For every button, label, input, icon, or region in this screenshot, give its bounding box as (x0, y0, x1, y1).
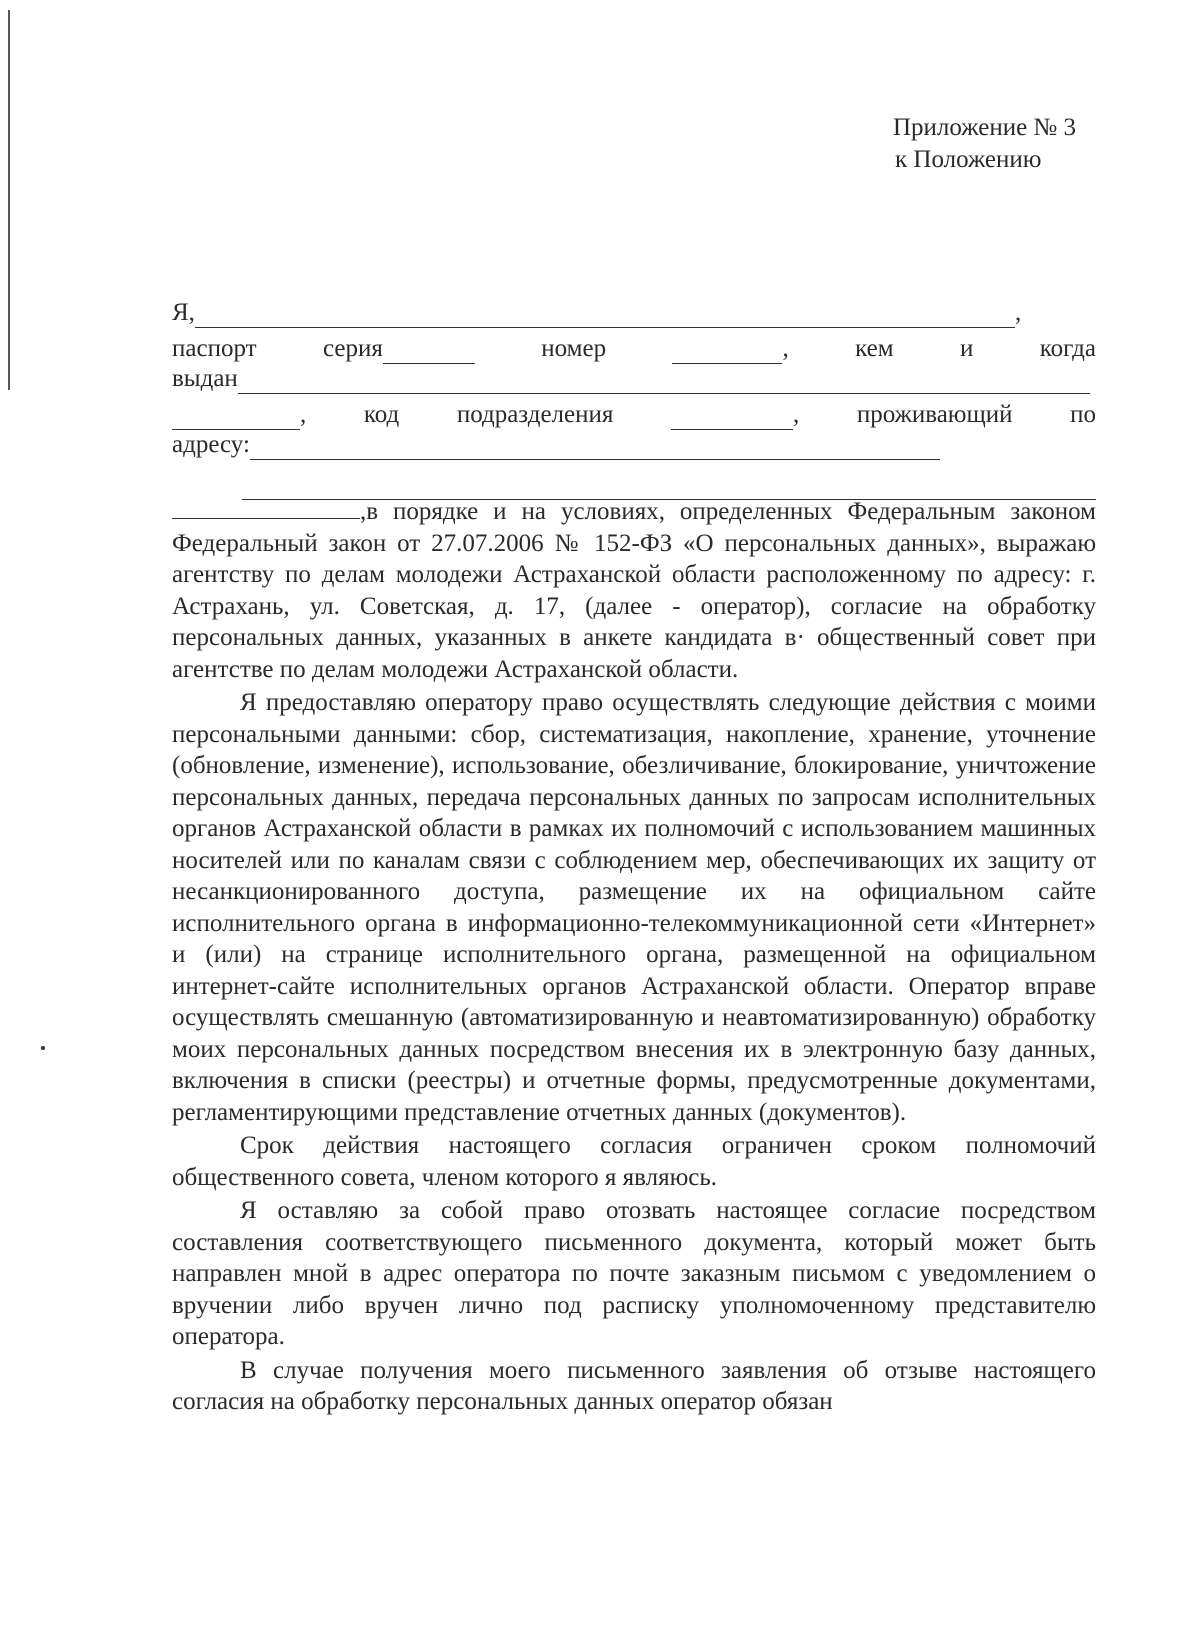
paragraph-consent (172, 496, 1096, 685)
issued-by-field[interactable] (238, 371, 1090, 394)
division-label: подразделения (456, 401, 614, 428)
passport-label: паспорт (172, 335, 257, 362)
and-label: и (960, 335, 974, 362)
division-code-field[interactable] (671, 407, 793, 430)
form-row-division (172, 400, 1096, 430)
at-label: по (1070, 401, 1096, 428)
issued-label: выдан (172, 365, 238, 392)
comma: , (1014, 299, 1022, 326)
comma: , (782, 335, 789, 362)
paragraph-consent-text: ,в порядке и на условиях, определенных Федеральным законом Федеральный закон от 27.07.2006 № 152-ФЗ «О персональных данных», выражаю агентству по делам молодежи Астраханской области расположенному по адресу: г. Астрахань, ул. Советская, д. 17, (далее - оператор), согласие на обработку персональных данных, указанных в анкете кандидата в· общественный совет при агентстве по делам молодежи Астраханской области. (172, 498, 1096, 683)
paragraph-revocation: Я оставляю за собой право отозвать настоящее согласие посредством составления соответствующего письменного документа, который может быть направлен мной в адрес оператора по почте заказным письмом с уведомлением о вручении либо вручен лично под расписку уполномоченному представителю оператора. (172, 1197, 1096, 1350)
address-field[interactable] (250, 437, 940, 460)
appendix-header (893, 112, 1076, 176)
appendix-number: Приложение № 3 (893, 114, 1077, 141)
division-code-label: код (363, 401, 400, 428)
series-cell (323, 334, 475, 364)
paragraph-rights: Я предоставляю оператору право осуществлять следующие действия с моими персональными данными: сбор, систематизация, накопление, хранение, уточнение (обновление, изменение), использование, обезличивание, блокирование, уничтожение персональных данных, передача персональных данных по запросам исполнительных органов Астраханской области в рамках их полномочий с использованием машинных носителей или по каналам связи с соблюдением мер, обеспечивающих их защиту от несанкционированного доступа, размещение их на официальном сайте исполнительного органа в информационно-телекоммуникационной сети «Интернет» и (или) на странице исполнительного органа, размещенной на официальном интернет-сайте исполнительных органов Астраханской области. Оператор вправе осуществлять смешанную (автоматизированную и неавтоматизированную) обработку моих персональных данных посредством внесения их в электронную базу данных, включения в списки (реестры) и отчетные формы, предусмотренные документами, регламентирующими представление отчетных данных (документов). (172, 689, 1096, 1126)
number-cell (672, 334, 788, 364)
full-name-field[interactable] (195, 305, 1015, 328)
division-code-cell (671, 400, 799, 430)
comma: , (792, 401, 800, 428)
address-label: адресу: (172, 431, 250, 458)
consent-text (172, 496, 1096, 1418)
personal-info-form (172, 296, 1096, 500)
scan-edge-line (8, 10, 10, 390)
paragraph-term: Срок действия настоящего согласия ограничен сроком полномочий общественного совета, членом которого я являюсь. (172, 1132, 1096, 1191)
number-label: номер (541, 335, 607, 362)
ya-label: Я, (172, 299, 195, 326)
form-row-name (172, 296, 1096, 328)
form-row-passport (172, 334, 1096, 364)
comma: , (300, 401, 307, 428)
passport-series-field[interactable] (383, 341, 475, 364)
form-row-issued (172, 364, 1096, 394)
series-label: серия (322, 335, 383, 362)
issue-date-cell (172, 400, 306, 430)
issued-by-label: кем (855, 335, 894, 362)
issue-date-field[interactable] (172, 407, 300, 430)
residing-label: проживающий (856, 401, 1013, 428)
paragraph-withdrawal: В случае получения моего письменного заявления об отзыве настоящего согласия на обработку персональных данных оператор обязан (172, 1356, 1096, 1415)
passport-number-field[interactable] (672, 341, 782, 364)
date-field[interactable] (172, 496, 360, 519)
appendix-reference: к Положению (895, 146, 1042, 173)
form-row-address (172, 430, 1096, 460)
scan-speck (41, 1046, 45, 1050)
when-label: когда (1039, 335, 1096, 362)
